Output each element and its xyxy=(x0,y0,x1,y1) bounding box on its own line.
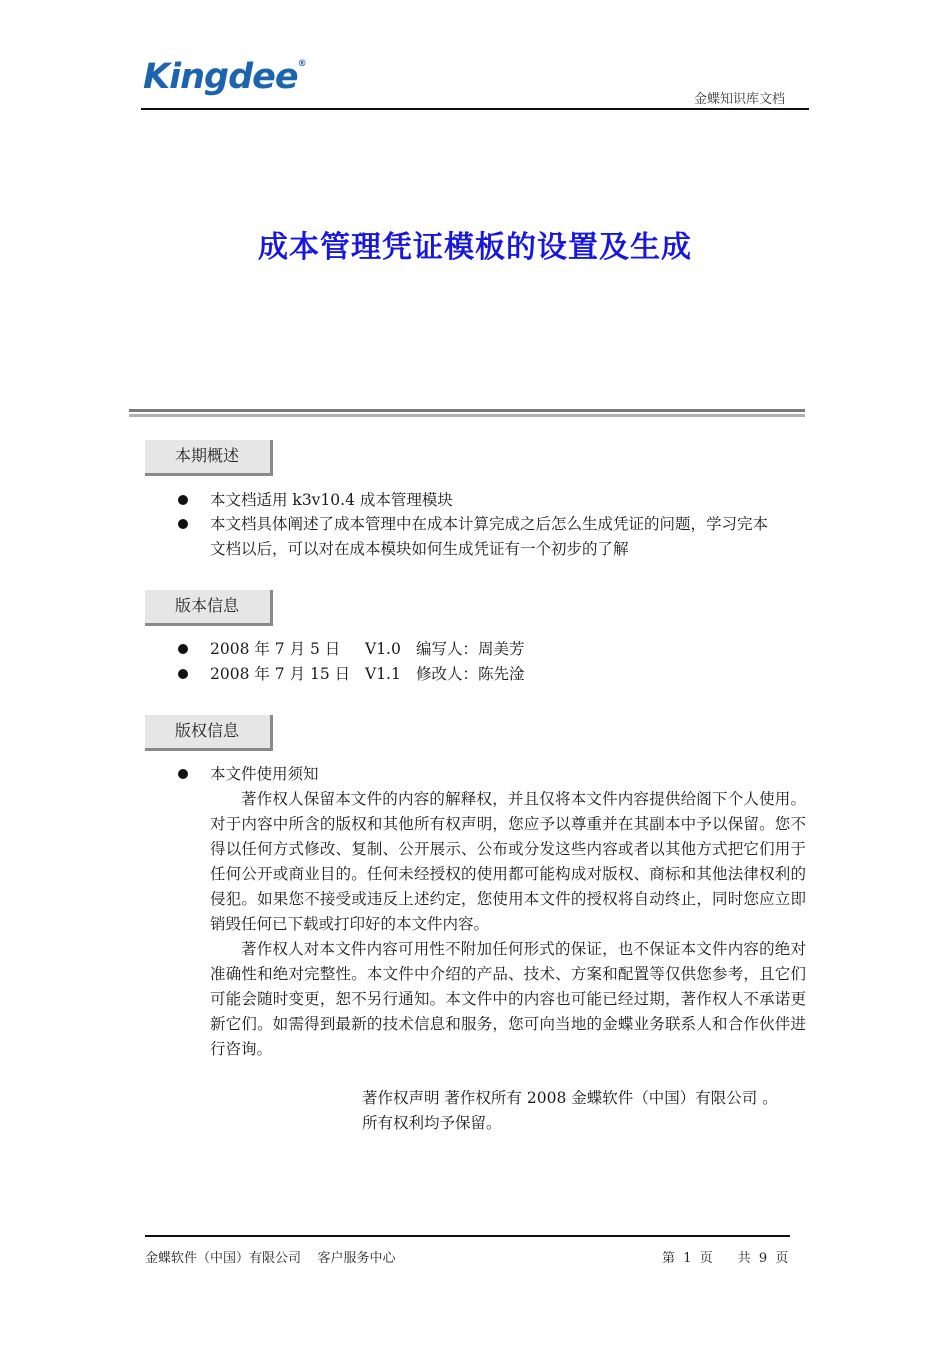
bullet-icon xyxy=(178,669,188,679)
copyright-statement-line1: 著作权声明 著作权所有 2008 金蝶软件（中国）有限公司 。 xyxy=(362,1089,778,1107)
logo-registered-mark: ® xyxy=(297,59,306,69)
section-heading-version: 版本信息 xyxy=(145,590,273,626)
overview-item-2-line1: 本文档具体阐述了成本管理中在成本计算完成之后怎么生成凭证的问题，学习完本 xyxy=(210,515,769,533)
copyright-paragraph-1: 著作权人保留本文件的内容的解释权，并且仅将本文件内容提供给阁下个人使用。对于内容中所含的版权和其他所有权声明，您应予以尊重并在其副本中予以保留。您不得以任何方式修改、复制、公开展示、公布或分发这些内容或者以其他方式把它们用于任何公开或商业目的。任何未经授权的使用都可能构成对版权、商标和其他法律权利的侵犯。如果您不接受或违反上述约定，您使用本文件的授权将自动终止，同时您应立即销毁任何已下载或打印好的本文件内容。 xyxy=(210,790,806,933)
version-row-1-person: 编写人：周美芳 xyxy=(416,640,525,658)
copyright-paragraphs xyxy=(210,787,806,1062)
bullet-icon xyxy=(178,769,188,779)
footer-page-number: 第 1 页 共 9 页 xyxy=(662,1251,789,1266)
footer-rule xyxy=(145,1235,790,1237)
version-row-2-person: 修改人：陈先淦 xyxy=(416,665,525,683)
version-row-2-version: V1.1 xyxy=(365,665,401,683)
logo-text: Kingdee xyxy=(143,57,298,97)
kingdee-logo xyxy=(143,57,306,97)
section-heading-copyright: 版权信息 xyxy=(145,715,273,751)
header-rule xyxy=(141,108,809,110)
copyright-paragraph-2: 著作权人对本文件内容可用性不附加任何形式的保证，也不保证本文件内容的绝对准确性和绝对完整性。本文件中介绍的产品、技术、方案和配置等仅供您参考，且它们可能会随时变更，恕不另行通知。本文件中的内容也可能已经过期，著作权人不承诺更新它们。如需得到最新的技术信息和服务，您可向当地的金蝶业务联系人和合作伙伴进行咨询。 xyxy=(210,940,806,1058)
bullet-icon xyxy=(178,644,188,654)
title-separator-light xyxy=(129,414,805,417)
header-tag: 金蝶知识库文档 xyxy=(693,92,785,107)
bullet-icon xyxy=(178,495,188,505)
section-heading-overview: 本期概述 xyxy=(145,440,273,476)
copyright-statement-line2: 所有权利均予保留。 xyxy=(362,1114,502,1132)
version-row-1-date: 2008 年 7 月 5 日 xyxy=(210,640,341,658)
title-separator-dark xyxy=(129,409,805,412)
footer-company: 金蝶软件（中国）有限公司 客户服务中心 xyxy=(145,1251,396,1266)
version-row-1-version: V1.0 xyxy=(365,640,401,658)
bullet-icon xyxy=(178,519,188,529)
overview-item-1: 本文档适用 k3v10.4 成本管理模块 xyxy=(210,491,453,509)
overview-item-2-line2: 文档以后，可以对在成本模块如何生成凭证有一个初步的了解 xyxy=(210,540,629,558)
version-row-2-date: 2008 年 7 月 15 日 xyxy=(210,665,351,683)
document-title: 成本管理凭证模板的设置及生成 xyxy=(258,230,692,265)
copyright-notice-item: 本文件使用须知 xyxy=(210,765,319,783)
